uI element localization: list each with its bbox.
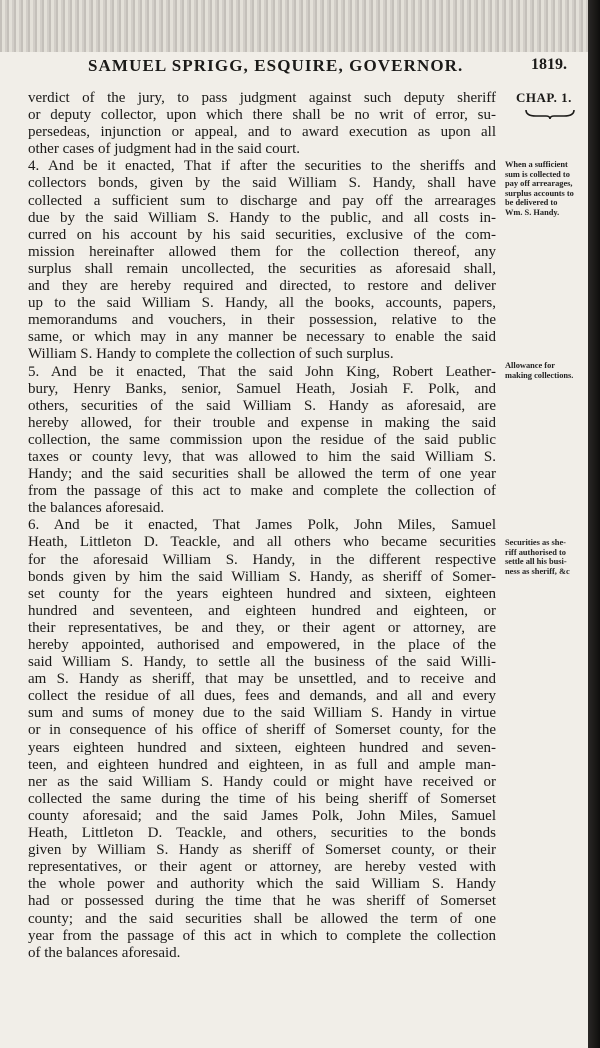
margin-note-line: When a sufficient xyxy=(505,160,568,169)
body-line: for the aforesaid William S. Handy, in the different respective xyxy=(28,551,496,568)
body-line: or in consequence of his office of sheriff of Somerset county, for the xyxy=(28,722,496,739)
body-line: hundred and seventeen, and eighteen hundred and eighteen, or xyxy=(28,602,496,619)
body-line: am S. Handy as sheriff, that may be unsettled, and to receive and xyxy=(28,671,496,688)
body-line: hereby appointed, authorised and empowered, in the place of the xyxy=(28,637,496,653)
margin-note-surplus xyxy=(505,160,589,217)
body-line: or deputy collector, upon which there shall be no writ of error, su- xyxy=(28,107,496,124)
body-line: curred on his account by his said securities, exclusive of the com- xyxy=(28,226,496,243)
margin-note-line: surplus accounts to xyxy=(505,188,574,198)
body-line: county aforesaid; and the said James Polk, John Miles, Samuel xyxy=(28,807,496,824)
page-binding-shadow xyxy=(588,0,600,1048)
body-line: surplus shall remain uncollected, the securities as aforesaid shall, xyxy=(28,260,496,277)
body-line: the balances aforesaid. xyxy=(28,500,165,517)
margin-note-line: Wm. S. Handy. xyxy=(505,207,560,217)
body-line: year from the passage of this act in which to complete the collection xyxy=(28,927,496,944)
scan-edge-noise xyxy=(0,0,600,52)
body-line: 6. And be it enacted, That James Polk, John Miles, Samuel xyxy=(28,517,496,534)
body-line: collect the residue of all dues, fees and demands, and all and every xyxy=(28,688,496,705)
body-line: their representatives, be and they, or their agent or attorney, are xyxy=(28,619,496,636)
body-line: 4. And be it enacted, That if after the securities to the sheriffs and xyxy=(28,158,496,175)
body-line: the whole power and authority which the said William S. Handy xyxy=(28,876,496,893)
body-line: set county for the years eighteen hundred and sixteen, eighteen xyxy=(28,585,496,602)
body-line: of the balances aforesaid. xyxy=(28,944,181,961)
body-line: and they are hereby required and directed, to restore and deliver xyxy=(28,278,496,295)
body-line: Heath, Littleton D. Teackle, and all others who became securities xyxy=(28,534,496,551)
body-line: hereby allowed, for their trouble and expense in making the said xyxy=(28,414,496,431)
body-line: others, securities of the said William S. Handy as aforesaid, are xyxy=(28,397,496,414)
body-line: same, or which may in any manner be necessary to enable the said xyxy=(28,329,496,346)
margin-note-line: be delivered to xyxy=(505,198,558,207)
margin-note-line: pay off arrearages, xyxy=(505,179,573,188)
body-line: collection, the same commission upon the residue of the said public xyxy=(28,431,496,448)
running-head xyxy=(28,54,583,82)
body-line: years eighteen hundred and sixteen, eighteen hundred and seven- xyxy=(28,739,496,756)
body-line: persedeas, injunction or appeal, and to award execution as upon all xyxy=(28,124,496,141)
margin-note-line: ness as sheriff, &c xyxy=(505,566,570,576)
body-line: sum and sums of money due to the said William S. Handy in virtue xyxy=(28,705,496,722)
body-line: Handy; and the said securities shall be allowed the term of one year xyxy=(28,466,496,483)
margin-note-line: riff authorised to xyxy=(505,547,566,557)
body-line: other cases of judgment had in the said court. xyxy=(28,141,301,158)
chapter-label: CHAP. 1. xyxy=(516,90,572,105)
margin-note-line: Securities as she- xyxy=(505,538,566,547)
margin-note-line: Allowance for xyxy=(505,361,556,370)
margin-note-line: making collections. xyxy=(505,370,574,380)
body-text xyxy=(28,90,496,962)
chapter-brace-icon xyxy=(524,108,576,120)
body-line: taxes or county levy, that was allowed to him the said William S. xyxy=(28,448,496,465)
body-line: representatives, or their agent or attorney, are hereby vested with xyxy=(28,859,496,876)
body-line: verdict of the jury, to pass judgment against such deputy sheriff xyxy=(28,90,496,106)
body-line: said William S. Handy, to settle all the business of the said Willi- xyxy=(28,654,496,671)
body-line: bury, Henry Banks, senior, Samuel Heath, Josiah F. Polk, and xyxy=(28,380,496,397)
margin-note-securities xyxy=(505,538,589,576)
body-line: teen, and eighteen hundred and eighteen, in as full and ample man- xyxy=(28,756,496,773)
running-head-year: 1819. xyxy=(531,56,567,73)
body-line: memorandums and vouchers, in their possession, relative to the xyxy=(28,312,496,329)
running-head-title: SAMUEL SPRIGG, ESQUIRE, GOVERNOR. xyxy=(88,56,464,75)
body-line: given by William S. Handy as sheriff of Somerset county, or their xyxy=(28,842,496,859)
body-line: Heath, Littleton D. Teackle, and others, securities to the bonds xyxy=(28,825,496,842)
body-line: collectors bonds, given by the said William S. Handy, shall have xyxy=(28,175,496,192)
body-line: up to the said William S. Handy, all the books, accounts, papers, xyxy=(28,295,496,312)
margin-note-allowance xyxy=(505,361,589,380)
body-line: mission hereinafter allowed them for the collection thereof, any xyxy=(28,243,496,260)
body-line: ner as the said William S. Handy could or might have received or xyxy=(28,773,496,790)
body-line: collected a sufficient sum to discharge and pay off the arrearages xyxy=(28,192,496,209)
body-line: had or possessed during the time that he was sheriff of Somerset xyxy=(28,893,496,910)
body-line: 5. And be it enacted, That the said John King, Robert Leather- xyxy=(28,363,496,380)
body-line: county; and the said securities shall be allowed the term of one xyxy=(28,910,496,927)
margin-note-line: settle all his busi- xyxy=(505,557,567,566)
body-line: due by the said William S. Handy to the public, and all costs in- xyxy=(28,209,496,226)
body-line: William S. Handy to complete the collection of such surplus. xyxy=(28,346,394,363)
body-line: collected the same during the time of his being sheriff of Somerset xyxy=(28,790,496,807)
body-line: bonds given by him the said William S. Handy, as sheriff of Somer- xyxy=(28,568,496,585)
margin-note-line: sum is collected to xyxy=(505,169,570,179)
body-line: from the passage of this act to make and complete the collection of xyxy=(28,483,496,500)
